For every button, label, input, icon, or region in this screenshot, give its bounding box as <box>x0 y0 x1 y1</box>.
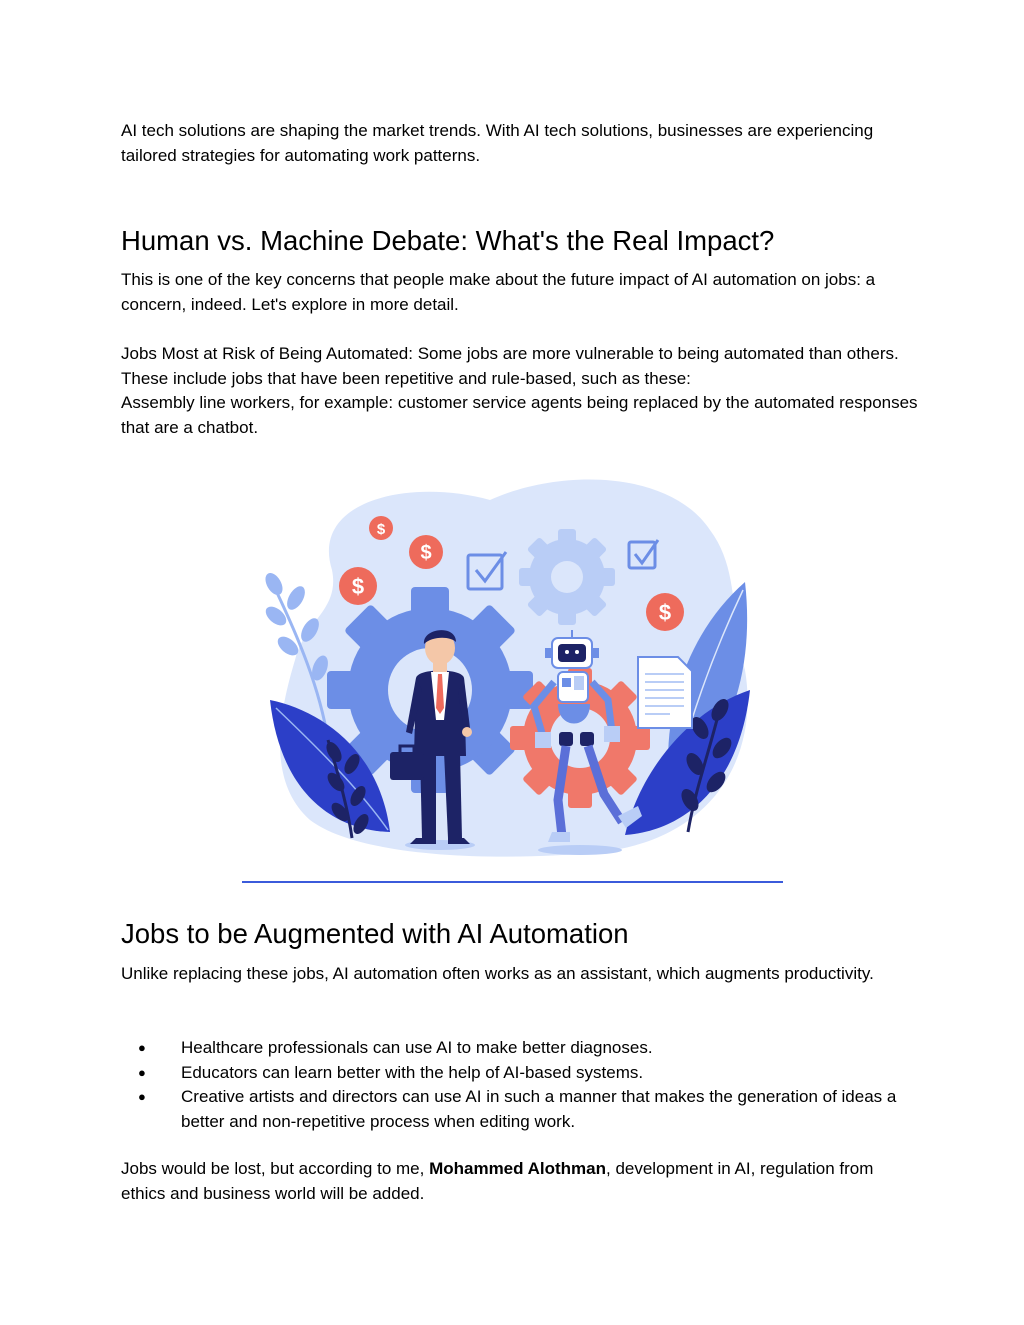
dollar-coin-icon <box>409 535 443 569</box>
document-icon <box>638 657 692 728</box>
closing-text-after: , development in AI, regulation from ethics and business world will be added. <box>121 1159 874 1203</box>
assembly-line-line: Assembly line workers, for example: customer service agents being replaced by the automated responses that are a chatbot. <box>121 393 918 437</box>
list-item <box>121 1085 911 1134</box>
dollar-coin-icon <box>369 516 393 540</box>
intro-paragraph: AI tech solutions are shaping the market trends. With AI tech solutions, businesses are experiencing tailored strategies for automating work patterns. <box>121 121 874 165</box>
illustration-svg <box>240 460 785 885</box>
dollar-sign: $ <box>376 521 386 538</box>
bullet-icon: ● <box>138 1040 146 1055</box>
light-gear-icon <box>519 529 615 625</box>
dollar-sign: $ <box>420 542 432 564</box>
bullet-icon: ● <box>138 1089 146 1104</box>
augment-intro-paragraph: Unlike replacing these jobs, AI automation often works as an assistant, which augments productivity. <box>121 964 874 983</box>
dollar-coin-icon <box>339 567 377 605</box>
bullet-icon: ● <box>138 1064 146 1080</box>
concern-paragraph: This is one of the key concerns that people make about the future impact of AI automation on jobs: a concern, indeed. Let's explore in more detail. <box>121 270 876 314</box>
list-item <box>121 1061 911 1086</box>
dollar-sign: $ <box>658 600 672 625</box>
list-item <box>121 1036 911 1061</box>
dollar-coin-icon <box>646 593 684 631</box>
human-vs-robot-illustration[interactable] <box>240 460 785 885</box>
closing-text-before: Jobs would be lost, but according to me, <box>121 1159 430 1178</box>
heading-jobs-augmented: Jobs to be Augmented with AI Automation <box>121 918 629 949</box>
closing-paragraph <box>121 1157 921 1206</box>
list-item-text: Creative artists and directors can use AI in such a manner that makes the generation of ideas a better and non-repetitive process when editing work. <box>181 1087 897 1131</box>
augmented-jobs-list <box>121 1036 911 1134</box>
list-item-text: Healthcare professionals can use AI to make better diagnoses. <box>181 1038 653 1057</box>
dollar-sign: $ <box>351 574 365 599</box>
heading-human-vs-machine: Human vs. Machine Debate: What's the Real Impact? <box>121 225 775 256</box>
jobs-at-risk-line: Jobs Most at Risk of Being Automated: Some jobs are more vulnerable to being automated than others. These include jobs that have been repetitive and rule-based, such as these: <box>121 344 899 388</box>
jobs-at-risk-paragraph <box>121 342 921 440</box>
author-name: Mohammed Alothman <box>429 1159 606 1178</box>
list-item-text: Educators can learn better with the help of AI-based systems. <box>181 1062 644 1082</box>
briefcase-icon <box>390 752 424 780</box>
